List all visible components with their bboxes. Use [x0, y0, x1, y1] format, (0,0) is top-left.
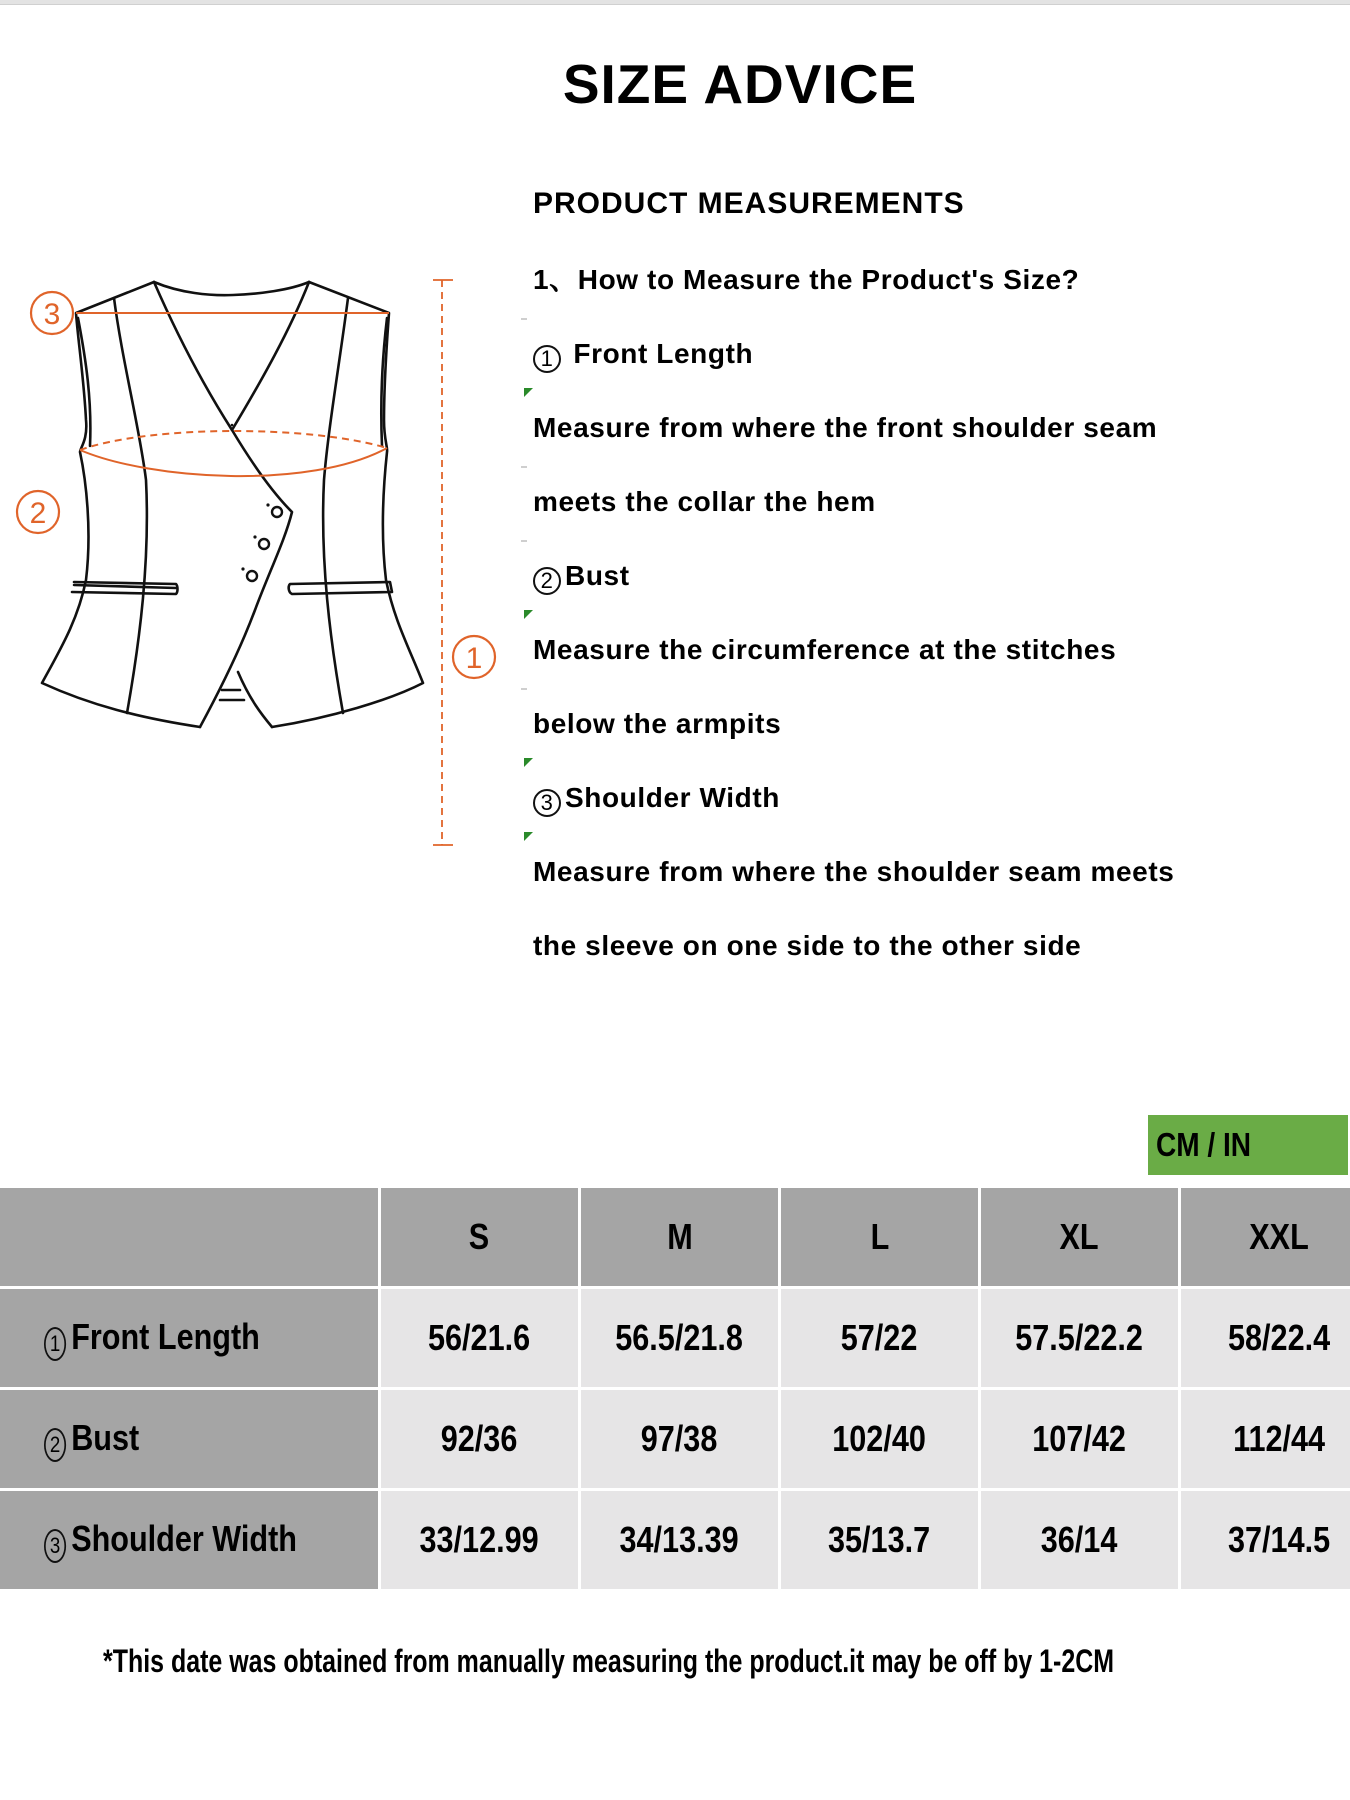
table-cell: 34/13.39 [581, 1491, 778, 1589]
divider-mark [521, 466, 527, 468]
table-cell: 36/14 [981, 1491, 1178, 1589]
divider-mark [521, 318, 527, 320]
circled-number-icon: 3 [533, 789, 561, 817]
vest-diagram [0, 250, 520, 900]
table-header-row [0, 1188, 1350, 1286]
table-cell: 37/14.5 [1181, 1491, 1350, 1589]
table-cell: 97/38 [581, 1390, 778, 1488]
header-size-l: L [781, 1188, 978, 1286]
row-label-bust: 2 Bust [0, 1390, 378, 1488]
green-triangle-icon [524, 610, 533, 619]
green-triangle-icon [524, 388, 533, 397]
step-front-length-desc-2: meets the collar the hem [533, 480, 1333, 554]
svg-text:3: 3 [43, 298, 61, 331]
table-row [0, 1289, 1350, 1387]
table-cell: 102/40 [781, 1390, 978, 1488]
table-cell: 56.5/21.8 [581, 1289, 778, 1387]
header-size-s: S [381, 1188, 578, 1286]
step-bust-title: 2 Bust [533, 554, 1333, 628]
measurement-disclaimer: *This date was obtained from manually measuring the product.it may be off by 1-2CM [103, 1643, 1115, 1679]
row-label-front-length: 1 Front Length [0, 1289, 378, 1387]
circled-number-icon: 2 [44, 1428, 66, 1462]
table-cell: 57/22 [781, 1289, 978, 1387]
table-cell: 35/13.7 [781, 1491, 978, 1589]
table-row [0, 1491, 1350, 1589]
header-size-xl: XL [981, 1188, 1178, 1286]
divider-mark [521, 688, 527, 690]
circled-number-icon: 3 [44, 1529, 66, 1563]
header-size-xxl: XXL [1181, 1188, 1350, 1286]
header-size-m: M [581, 1188, 778, 1286]
table-row [0, 1390, 1350, 1488]
svg-text:1: 1 [465, 642, 483, 675]
step-front-length-desc-1: Measure from where the front shoulder seam [533, 406, 1333, 480]
table-cell: 107/42 [981, 1390, 1178, 1488]
step-front-length-title: 1 Front Length [533, 332, 1333, 406]
table-cell: 92/36 [381, 1390, 578, 1488]
page-title: SIZE ADVICE [562, 53, 918, 115]
size-chart-table [0, 1185, 1350, 1592]
instructions-heading: 1、How to Measure the Product's Size? [533, 264, 1080, 295]
table-cell: 112/44 [1181, 1390, 1350, 1488]
table-cell: 33/12.99 [381, 1491, 578, 1589]
step-bust-desc-2: below the armpits [533, 702, 1333, 776]
section-subtitle: PRODUCT MEASUREMENTS [533, 187, 965, 220]
step-shoulder-title: 3 Shoulder Width [533, 776, 1333, 850]
table-cell: 57.5/22.2 [981, 1289, 1178, 1387]
unit-badge: CM / IN [1148, 1115, 1348, 1175]
circled-number-icon: 2 [533, 567, 561, 595]
row-label-shoulder-width: 3 Shoulder Width [0, 1491, 378, 1589]
header-empty [0, 1188, 378, 1286]
step-shoulder-desc-2: the sleeve on one side to the other side [533, 930, 1082, 961]
green-triangle-icon [524, 832, 533, 841]
step-shoulder-desc-1: Measure from where the shoulder seam meets [533, 850, 1333, 924]
measurement-instructions [533, 258, 1333, 998]
table-cell: 56/21.6 [381, 1289, 578, 1387]
divider-mark [521, 540, 527, 542]
table-cell: 58/22.4 [1181, 1289, 1350, 1387]
top-divider [0, 0, 1350, 5]
circled-number-icon: 1 [44, 1327, 66, 1361]
step-bust-desc-1: Measure the circumference at the stitches [533, 628, 1333, 702]
svg-text:2: 2 [29, 497, 47, 530]
green-triangle-icon [524, 758, 533, 767]
circled-number-icon: 1 [533, 345, 561, 373]
